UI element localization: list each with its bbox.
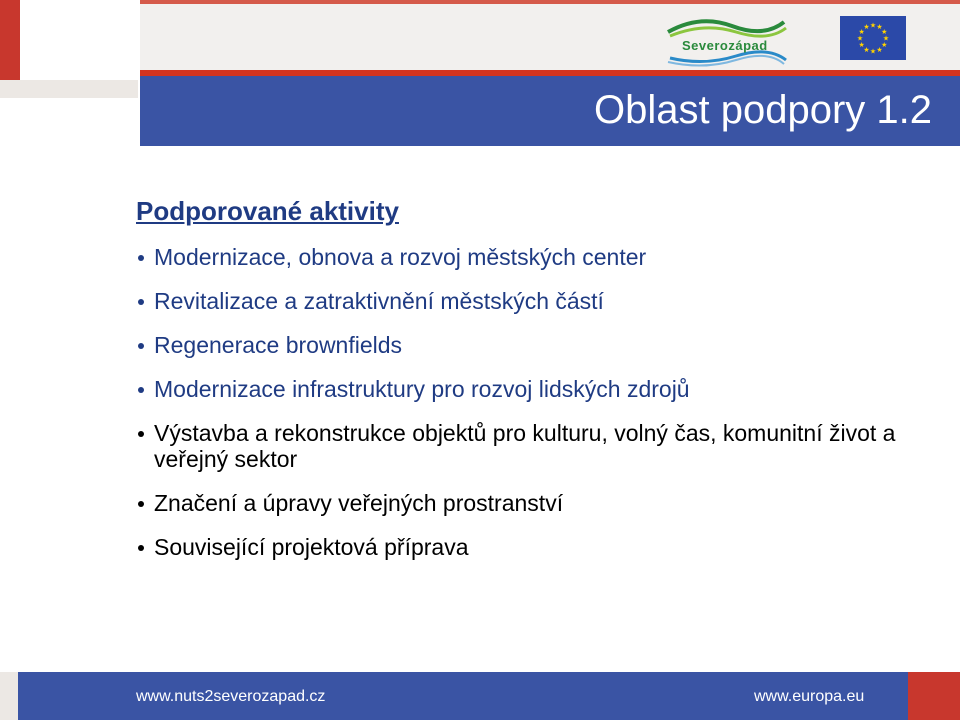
footer-red-block xyxy=(908,672,960,720)
list-item-text: Související projektová příprava xyxy=(154,534,469,560)
header-grey-band xyxy=(140,4,960,70)
list-item-text: Výstavba a rekonstrukce objektů pro kulturu, volný čas, komunitní život a veřejný sektor xyxy=(154,420,896,472)
eu-star-icon: ★ xyxy=(869,22,877,30)
eu-star-icon: ★ xyxy=(869,48,877,56)
bullet-icon xyxy=(138,387,144,393)
list-item xyxy=(136,288,936,314)
eu-star-icon: ★ xyxy=(863,24,870,32)
severozapad-logo xyxy=(660,12,790,67)
list-item xyxy=(136,376,936,402)
section-heading: Podporované aktivity xyxy=(136,196,399,226)
header-grey-block xyxy=(0,80,140,98)
list-item-text: Modernizace infrastruktury pro rozvoj lidských zdrojů xyxy=(154,376,690,402)
list-item xyxy=(136,332,936,358)
logo-text: Severozápad xyxy=(682,38,768,53)
bullet-icon xyxy=(138,501,144,507)
list-item-text: Modernizace, obnova a rozvoj městských center xyxy=(154,244,647,270)
bullet-icon xyxy=(138,299,144,305)
eu-star-icon: ★ xyxy=(881,42,888,49)
eu-flag-icon xyxy=(840,16,906,60)
list-item-text: Značení a úpravy veřejných prostranství xyxy=(154,490,564,516)
bullet-icon xyxy=(138,255,144,261)
list-item xyxy=(136,420,936,472)
list-item-text: Regenerace brownfields xyxy=(154,332,403,358)
footer-link-nuts2[interactable]: www.nuts2severozapad.cz xyxy=(136,688,326,705)
activities-list xyxy=(136,244,936,578)
eu-star-icon: ★ xyxy=(881,29,888,36)
eu-star-icon: ★ xyxy=(882,35,890,43)
bullet-icon xyxy=(138,545,144,551)
footer-grey-block xyxy=(0,672,18,720)
list-item xyxy=(136,534,936,560)
eu-star-icon: ★ xyxy=(856,35,864,43)
list-item xyxy=(136,244,936,270)
bullet-icon xyxy=(138,431,144,437)
list-item xyxy=(136,490,936,516)
eu-star-icon: ★ xyxy=(876,24,883,32)
bullet-icon xyxy=(138,343,144,349)
eu-star-icon: ★ xyxy=(876,46,883,54)
header-red-block xyxy=(0,0,20,80)
eu-star-icon: ★ xyxy=(858,29,865,36)
header-divider xyxy=(138,0,140,146)
eu-star-icon: ★ xyxy=(863,46,870,54)
list-item-text: Revitalizace a zatraktivnění městských částí xyxy=(154,288,604,314)
footer-link-europa[interactable]: www.europa.eu xyxy=(754,688,865,705)
page-title: Oblast podpory 1.2 xyxy=(594,88,932,132)
eu-star-icon: ★ xyxy=(858,42,865,49)
